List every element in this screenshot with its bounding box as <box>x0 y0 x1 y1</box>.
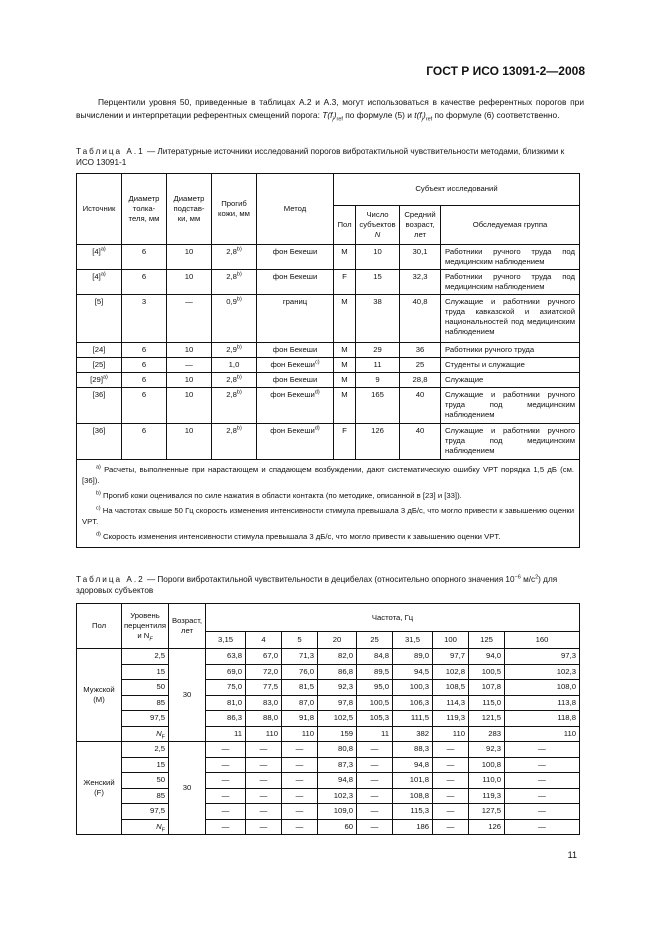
cell-method: фон Бекеши$^{c)}$ <box>257 358 334 373</box>
cell-value: 111,5 <box>393 711 433 727</box>
cell-value: — <box>246 819 282 835</box>
cell-method: фон Бекеши$^{d)}$ <box>257 388 334 424</box>
cell-value: 110,0 <box>469 773 505 789</box>
footnotes-cell <box>77 460 580 548</box>
header-freq-7: 125 <box>469 632 505 649</box>
cell-value: — <box>357 773 393 789</box>
cell-value: 94,0 <box>469 649 505 665</box>
cell-method: границ <box>257 295 334 343</box>
header-frequency: Частота, Гц <box>206 604 580 632</box>
cell-value: 102,3 <box>505 664 580 680</box>
cell-sex: M <box>334 245 356 270</box>
cell-value: — <box>282 804 318 820</box>
cell-stand: 10 <box>167 245 212 270</box>
table2-exp: −6 <box>514 574 521 581</box>
cell-value: 11 <box>357 726 393 742</box>
cell-value: 283 <box>469 726 505 742</box>
header-age: Средний возраст, лет <box>400 205 441 244</box>
cell-level: 2,5 <box>122 649 169 665</box>
cell-value: 77,5 <box>246 680 282 696</box>
cell-value: — <box>433 788 469 804</box>
cell-count: 10 <box>356 245 400 270</box>
cell-value: 88,3 <box>393 742 433 758</box>
cell-source: [36] <box>77 388 122 424</box>
cell-stand: 10 <box>167 388 212 424</box>
cell-count: 29 <box>356 343 400 358</box>
cell-value: 108,8 <box>393 788 433 804</box>
cell-value: — <box>357 804 393 820</box>
cell-value: — <box>206 757 246 773</box>
cell-value: 86,3 <box>206 711 246 727</box>
cell-value: 108,5 <box>433 680 469 696</box>
cell-value: 97,8 <box>318 695 357 711</box>
table1-footnotes <box>77 460 580 548</box>
cell-value: 63,8 <box>206 649 246 665</box>
cell-value: 106,3 <box>393 695 433 711</box>
cell-value: 382 <box>393 726 433 742</box>
cell-age: 30,1 <box>400 245 441 270</box>
cell-value: — <box>206 773 246 789</box>
cell-value: 94,8 <box>393 757 433 773</box>
cell-level: 2,5 <box>122 742 169 758</box>
cell-pusher: 3 <box>122 295 167 343</box>
cell-deflection: 2,9$^{b)}$ <box>212 343 257 358</box>
cell-value: 97,3 <box>505 649 580 665</box>
cell-method: фон Бекеши <box>257 373 334 388</box>
cell-value: 83,0 <box>246 695 282 711</box>
header-freq-2: 5 <box>282 632 318 649</box>
cell-value: 110 <box>246 726 282 742</box>
symbol-ref: ref <box>425 116 433 123</box>
cell-deflection: 2,8$^{b)}$ <box>212 245 257 270</box>
header-freq-4: 25 <box>357 632 393 649</box>
cell-sex-group: Мужской (M) <box>77 649 122 742</box>
document-header: ГОСТ Р ИСО 13091-2—2008 <box>426 64 585 78</box>
cell-sex: M <box>334 373 356 388</box>
cell-value: 110 <box>505 726 580 742</box>
cell-count: 126 <box>356 424 400 460</box>
cell-value: 110 <box>282 726 318 742</box>
cell-value: 107,8 <box>469 680 505 696</box>
intro-text-1: Перцентили уровня 50, приведенные в таблицах А.2 и А.3, могут использоваться в качестве референтных порогов при вычислении и интерпретации референтных смещений порога: <box>76 97 584 120</box>
cell-value: — <box>357 757 393 773</box>
cell-method: фон Бекеши <box>257 245 334 270</box>
cell-method: фон Бекеши <box>257 343 334 358</box>
cell-source: $[4]^{a)}$ <box>77 245 122 270</box>
cell-group: Служащие и работники ручного труда под медицинским наблюдением <box>441 424 580 460</box>
cell-value: — <box>206 819 246 835</box>
cell-source: [24] <box>77 343 122 358</box>
table-row <box>77 819 580 835</box>
cell-age: 25 <box>400 358 441 373</box>
cell-value: — <box>505 757 580 773</box>
header-freq-0: 3,15 <box>206 632 246 649</box>
cell-sex: M <box>334 343 356 358</box>
cell-source: [36] <box>77 424 122 460</box>
cell-group: Служащие и работники ручного труда кавказской и азиатской национальностей под медицинским наблюдением <box>441 295 580 343</box>
table-row <box>77 373 580 388</box>
cell-value: — <box>505 788 580 804</box>
cell-value: 89,5 <box>357 664 393 680</box>
footnote-b: $^{b)}$ Прогиб кожи оценивался по силе нажатия в области контакта (по методике, описанной в [23] и [33]). <box>96 490 462 500</box>
cell-value: 97,7 <box>433 649 469 665</box>
cell-value: — <box>206 742 246 758</box>
header-freq-5: 31,5 <box>393 632 433 649</box>
cell-value: — <box>282 788 318 804</box>
cell-age: 40,8 <box>400 295 441 343</box>
cell-sex: F <box>334 270 356 295</box>
symbol-t: t(f <box>414 110 422 120</box>
cell-age: 40 <box>400 388 441 424</box>
cell-value: — <box>357 788 393 804</box>
table-row <box>77 664 580 680</box>
cell-deflection: 1,0 <box>212 358 257 373</box>
cell-deflection: 2,8$^{b)}$ <box>212 373 257 388</box>
cell-value: 159 <box>318 726 357 742</box>
cell-value: — <box>282 742 318 758</box>
cell-value: 94,5 <box>393 664 433 680</box>
symbol-sub-j: j <box>332 116 334 123</box>
cell-value: 87,3 <box>318 757 357 773</box>
cell-count: 9 <box>356 373 400 388</box>
table-row <box>77 773 580 789</box>
cell-group: Служащие и работники ручного труда под медицинским наблюдением <box>441 388 580 424</box>
cell-value: — <box>282 773 318 789</box>
symbol-ref: ref <box>336 116 343 123</box>
cell-pusher: 6 <box>122 388 167 424</box>
cell-value: 92,3 <box>318 680 357 696</box>
cell-value: 87,0 <box>282 695 318 711</box>
cell-method: фон Бекеши <box>257 270 334 295</box>
header-percentile: Уровень перцентиля и $N_F$ <box>122 604 169 649</box>
header-freq-8: 160 <box>505 632 580 649</box>
cell-value: 119,3 <box>433 711 469 727</box>
cell-stand: 10 <box>167 270 212 295</box>
cell-count: 15 <box>356 270 400 295</box>
table2-exp2: 2 <box>535 574 539 581</box>
table-row <box>77 295 580 343</box>
cell-value: — <box>357 742 393 758</box>
footnote-a: $^{a)}$ Расчеты, выполненные при нарастающем и спадающем возбуждении, дают систематическую ошибку VPT порядка 1,5 дБ (см. [36]). <box>82 464 574 485</box>
table-row <box>77 270 580 295</box>
table-row <box>77 788 580 804</box>
cell-pusher: 6 <box>122 424 167 460</box>
cell-value: — <box>246 757 282 773</box>
cell-value: — <box>282 819 318 835</box>
cell-level: 85 <box>122 695 169 711</box>
cell-value: 89,0 <box>393 649 433 665</box>
cell-value: 102,5 <box>318 711 357 727</box>
cell-value: 91,8 <box>282 711 318 727</box>
footnote-d: $^{d)}$ Скорость изменения интенсивности стимула превышала 3 дБ/с, что могло привести к завышению оценки VPT. <box>96 531 501 541</box>
symbol-sub-j: j <box>421 116 423 123</box>
cell-value: 102,8 <box>433 664 469 680</box>
header-sex: Пол <box>334 205 356 244</box>
cell-value: 105,3 <box>357 711 393 727</box>
cell-value: 95,0 <box>357 680 393 696</box>
cell-value: — <box>505 804 580 820</box>
cell-value: 75,0 <box>206 680 246 696</box>
header-skin-deflection: Прогиб кожи, мм <box>212 174 257 245</box>
cell-level: $N_F$ <box>122 819 169 835</box>
cell-value: 71,3 <box>282 649 318 665</box>
vibrotactile-thresholds-table <box>76 603 580 835</box>
cell-sex: M <box>334 358 356 373</box>
cell-source: $[29]^{a)}$ <box>77 373 122 388</box>
cell-age: 32,3 <box>400 270 441 295</box>
cell-source: [25] <box>77 358 122 373</box>
cell-value: — <box>246 788 282 804</box>
cell-stand: — <box>167 358 212 373</box>
cell-value: 114,3 <box>433 695 469 711</box>
cell-value: 67,0 <box>246 649 282 665</box>
cell-deflection: 2,8$^{b)}$ <box>212 424 257 460</box>
cell-value: 115,0 <box>469 695 505 711</box>
cell-pusher: 6 <box>122 245 167 270</box>
cell-value: — <box>246 773 282 789</box>
cell-level: $N_F$ <box>122 726 169 742</box>
cell-value: — <box>246 804 282 820</box>
cell-sex: M <box>334 295 356 343</box>
header-pusher-diameter: Диаметр толка-теля, мм <box>122 174 167 245</box>
cell-value: 86,8 <box>318 664 357 680</box>
intro-text-2: по формуле (5) и <box>342 110 415 120</box>
table2-caption <box>76 574 584 596</box>
table-row <box>77 343 580 358</box>
cell-age: 28,8 <box>400 373 441 388</box>
header-age: Возраст, лет <box>169 604 206 649</box>
table-row <box>77 680 580 696</box>
table-row <box>77 757 580 773</box>
table-row <box>77 649 580 665</box>
cell-level: 50 <box>122 773 169 789</box>
cell-value: — <box>433 757 469 773</box>
header-count <box>356 205 400 244</box>
cell-age: 40 <box>400 424 441 460</box>
cell-group: Работники ручного труда под медицинским наблюдением <box>441 270 580 295</box>
cell-value: 76,0 <box>282 664 318 680</box>
cell-stand: 10 <box>167 343 212 358</box>
cell-value: 118,8 <box>505 711 580 727</box>
header-sex: Пол <box>77 604 122 649</box>
cell-pusher: 6 <box>122 358 167 373</box>
cell-value: 72,0 <box>246 664 282 680</box>
cell-level: 15 <box>122 664 169 680</box>
intro-paragraph <box>76 96 584 122</box>
cell-value: 60 <box>318 819 357 835</box>
header-stand-diameter: Диаметр подстав-ки, мм <box>167 174 212 245</box>
cell-level: 97,5 <box>122 711 169 727</box>
cell-level: 85 <box>122 788 169 804</box>
cell-stand: — <box>167 295 212 343</box>
table-row <box>77 388 580 424</box>
cell-stand: 10 <box>167 424 212 460</box>
cell-value: — <box>206 788 246 804</box>
header-freq-1: 4 <box>246 632 282 649</box>
header-freq-6: 100 <box>433 632 469 649</box>
cell-group: Работники ручного труда <box>441 343 580 358</box>
cell-level: 50 <box>122 680 169 696</box>
cell-value: — <box>433 773 469 789</box>
cell-group: Студенты и служащие <box>441 358 580 373</box>
header-count-symbol: N <box>374 229 381 239</box>
cell-group: Работники ручного труда под медицинским наблюдением <box>441 245 580 270</box>
table1-title: — Литературные источники исследований порогов вибротактильной чувствительности методами, близкими к ИСО 13091-1 <box>76 147 565 167</box>
cell-value: 84,8 <box>357 649 393 665</box>
cell-age: 30 <box>169 649 206 742</box>
cell-deflection: 2,8$^{b)}$ <box>212 270 257 295</box>
table-row <box>77 804 580 820</box>
cell-value: — <box>505 773 580 789</box>
cell-value: 100,5 <box>357 695 393 711</box>
cell-value: — <box>206 804 246 820</box>
cell-pusher: 6 <box>122 373 167 388</box>
cell-value: 101,8 <box>393 773 433 789</box>
header-group: Обследуемая группа <box>441 205 580 244</box>
cell-stand: 10 <box>167 373 212 388</box>
cell-value: 88,0 <box>246 711 282 727</box>
table-row <box>77 695 580 711</box>
table-row <box>77 424 580 460</box>
cell-source: [5] <box>77 295 122 343</box>
cell-value: 108,0 <box>505 680 580 696</box>
page-number: 11 <box>567 850 577 860</box>
cell-value: — <box>282 757 318 773</box>
cell-sex: M <box>334 388 356 424</box>
table-row <box>77 358 580 373</box>
table2-title-end: ) для здоровых субъектов <box>76 575 558 595</box>
symbol-paren: ) <box>333 110 337 120</box>
symbol-T: T(f <box>322 110 333 120</box>
cell-sex: F <box>334 424 356 460</box>
cell-value: 186 <box>393 819 433 835</box>
cell-value: — <box>505 819 580 835</box>
cell-age: 36 <box>400 343 441 358</box>
cell-pusher: 6 <box>122 270 167 295</box>
cell-count: 165 <box>356 388 400 424</box>
cell-value: 92,3 <box>469 742 505 758</box>
cell-age: 30 <box>169 742 206 835</box>
cell-value: — <box>505 742 580 758</box>
header-source: Источник <box>77 174 122 245</box>
cell-value: 113,8 <box>505 695 580 711</box>
cell-value: 11 <box>206 726 246 742</box>
cell-deflection: 0,9$^{b)}$ <box>212 295 257 343</box>
cell-value: 127,5 <box>469 804 505 820</box>
table-row <box>77 711 580 727</box>
table-row <box>77 742 580 758</box>
table-row <box>77 726 580 742</box>
cell-value: 80,8 <box>318 742 357 758</box>
footnote-c: $^{c)}$ На частотах свыше 50 Гц скорость изменения интенсивности стимула превышала 3 дБ/с, что могло привести к завышению оценки VPT. <box>82 505 574 526</box>
cell-group: Служащие <box>441 373 580 388</box>
table1-caption <box>76 146 584 168</box>
cell-value: 102,3 <box>318 788 357 804</box>
cell-value: 109,0 <box>318 804 357 820</box>
table2-title: — Пороги вибротактильной чувствительности в децибелах (относительно опорного значения 10 <box>144 575 515 584</box>
header-freq-3: 20 <box>318 632 357 649</box>
cell-value: 81,0 <box>206 695 246 711</box>
cell-value: 82,0 <box>318 649 357 665</box>
cell-level: 15 <box>122 757 169 773</box>
cell-value: 100,3 <box>393 680 433 696</box>
cell-deflection: 2,8$^{b)}$ <box>212 388 257 424</box>
cell-value: 100,8 <box>469 757 505 773</box>
cell-value: 94,8 <box>318 773 357 789</box>
cell-count: 38 <box>356 295 400 343</box>
literature-sources-table <box>76 173 580 548</box>
cell-pusher: 6 <box>122 343 167 358</box>
table1-label: Таблица А.1 <box>76 147 145 156</box>
cell-value: 115,3 <box>393 804 433 820</box>
intro-text-3: по формуле (6) соответственно. <box>432 110 560 120</box>
header-method: Метод <box>257 174 334 245</box>
cell-value: — <box>246 742 282 758</box>
symbol-paren: ) <box>422 110 426 120</box>
cell-value: — <box>433 804 469 820</box>
header-subject: Субъект исследований <box>334 174 580 206</box>
cell-level: 97,5 <box>122 804 169 820</box>
cell-count: 11 <box>356 358 400 373</box>
cell-value: — <box>357 819 393 835</box>
cell-sex-group: Женский (F) <box>77 742 122 835</box>
cell-value: 121,5 <box>469 711 505 727</box>
table-row <box>77 245 580 270</box>
cell-method: фон Бекеши$^{d)}$ <box>257 424 334 460</box>
cell-value: 81,5 <box>282 680 318 696</box>
cell-value: 126 <box>469 819 505 835</box>
cell-value: 110 <box>433 726 469 742</box>
cell-value: 69,0 <box>206 664 246 680</box>
cell-value: — <box>433 742 469 758</box>
header-count-label: Число субъектов <box>359 209 396 229</box>
table2-unit: м/с <box>520 575 536 584</box>
cell-source: $[4]^{a)}$ <box>77 270 122 295</box>
cell-value: 100,5 <box>469 664 505 680</box>
cell-value: 119,3 <box>469 788 505 804</box>
cell-value: — <box>433 819 469 835</box>
table2-label: Таблица А.2 <box>76 575 145 584</box>
